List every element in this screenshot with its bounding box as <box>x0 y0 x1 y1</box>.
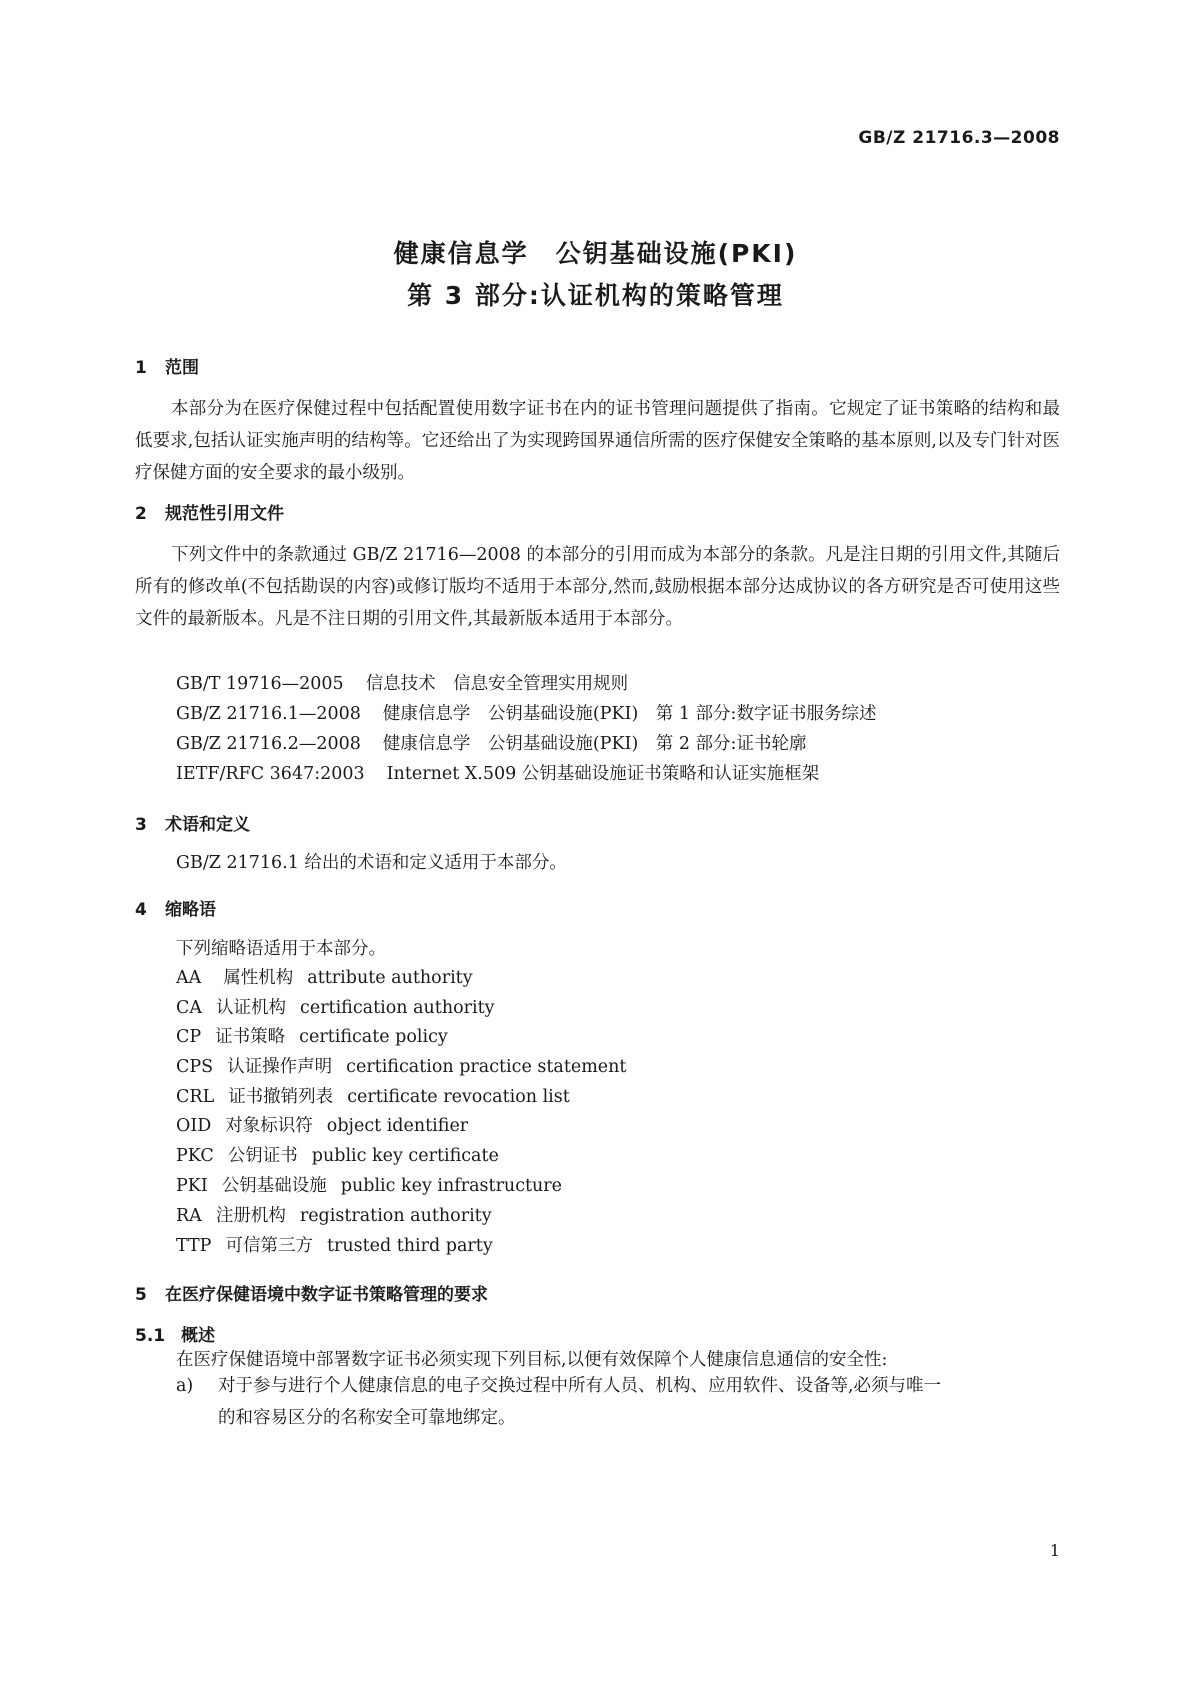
abbreviation: TTP <box>176 1236 212 1256</box>
list-item-text: 对于参与进行个人健康信息的电子交换过程中所有人员、机构、应用软件、设备等,必须与唯一 <box>218 1376 942 1396</box>
abbreviation-en: public key certificate <box>311 1146 499 1166</box>
abbreviation-en: certificate policy <box>299 1027 448 1047</box>
reference-code: IETF/RFC 3647:2003 <box>176 764 365 784</box>
section-number: 5.1 <box>135 1326 166 1346</box>
abbreviation-item <box>176 1083 570 1108</box>
reference-title: 信息技术 信息安全管理实用规则 <box>365 674 629 694</box>
abbreviation-en: certification practice statement <box>346 1057 627 1077</box>
abbreviation-item <box>176 1142 499 1167</box>
abbreviation: CPS <box>176 1057 214 1077</box>
document-title-line1: 健康信息学 公钥基础设施(PKI) <box>393 239 798 268</box>
reference-code: GB/Z 21716.2—2008 <box>176 734 361 754</box>
standard-code: GB/Z 21716.3—2008 <box>858 128 1060 148</box>
abbreviation-item <box>176 964 473 989</box>
abbreviation-zh: 属性机构 <box>223 968 294 988</box>
abbreviation: CA <box>176 998 203 1018</box>
reference-title: 健康信息学 公钥基础设施(PKI) 第 1 部分:数字证书服务综述 <box>382 704 877 724</box>
section-heading-normative-references <box>135 499 284 524</box>
paragraph-abbreviations-intro: 下列缩略语适用于本部分。 <box>176 939 386 959</box>
abbreviation-item <box>176 1172 562 1197</box>
reference-item <box>176 700 876 725</box>
abbreviation-item <box>176 1232 493 1257</box>
paragraph-terms: GB/Z 21716.1 给出的术语和定义适用于本部分。 <box>176 853 567 873</box>
abbreviation-en: trusted third party <box>326 1236 493 1256</box>
abbreviation-zh: 证书撤销列表 <box>228 1087 334 1107</box>
document-title-line2: 第 3 部分:认证机构的策略管理 <box>407 281 784 310</box>
section-heading-abbreviations <box>135 895 216 920</box>
paragraph-scope: 本部分为在医疗保健过程中包括配置使用数字证书在内的证书管理问题提供了指南。它规定了证书策略的结构和最低要求,包括认证实施声明的结构等。它还给出了为实现跨国界通信所需的医疗保健安全策略的基本原则,以及专门针对医疗保健方面的安全要求的最小级别。 <box>135 399 1060 483</box>
section-heading-requirements <box>135 1280 488 1305</box>
page-number: 1 <box>1049 1541 1060 1560</box>
section-title: 缩略语 <box>165 900 216 920</box>
abbreviation-zh: 公钥基础设施 <box>221 1176 327 1196</box>
section-title: 规范性引用文件 <box>165 504 284 524</box>
abbreviation: RA <box>176 1206 202 1226</box>
list-marker: a) <box>176 1376 194 1396</box>
section-heading-terms <box>135 810 250 835</box>
section-number: 3 <box>135 815 147 835</box>
abbreviation: AA <box>176 968 202 988</box>
abbreviation-zh: 对象标识符 <box>225 1116 313 1136</box>
abbreviation-zh: 认证操作声明 <box>227 1057 333 1077</box>
reference-code: GB/T 19716—2005 <box>176 674 344 694</box>
abbreviation-zh: 认证机构 <box>216 998 287 1018</box>
abbreviation: PKI <box>176 1176 208 1196</box>
abbreviation-zh: 注册机构 <box>215 1206 286 1226</box>
section-title: 术语和定义 <box>165 815 250 835</box>
section-title: 概述 <box>181 1326 215 1346</box>
abbreviation-item <box>176 1023 448 1048</box>
reference-code: GB/Z 21716.1—2008 <box>176 704 361 724</box>
section-number: 5 <box>135 1285 147 1305</box>
abbreviation-item <box>176 1202 492 1227</box>
reference-title: 健康信息学 公钥基础设施(PKI) 第 2 部分:证书轮廓 <box>382 734 807 754</box>
subsection-heading-overview <box>135 1321 215 1346</box>
abbreviation: CRL <box>176 1087 215 1107</box>
abbreviation-zh: 公钥证书 <box>227 1146 298 1166</box>
section-title: 在医疗保健语境中数字证书策略管理的要求 <box>165 1285 488 1305</box>
reference-title: Internet X.509 公钥基础设施证书策略和认证实施框架 <box>386 764 820 784</box>
abbreviation-en: registration authority <box>299 1206 492 1226</box>
paragraph-overview: 在医疗保健语境中部署数字证书必须实现下列目标,以便有效保障个人健康信息通信的安全性: <box>176 1350 888 1370</box>
abbreviation-item <box>176 994 495 1019</box>
abbreviation-item <box>176 1112 468 1137</box>
paragraph-normative-references: 下列文件中的条款通过 GB/Z 21716—2008 的本部分的引用而成为本部分的条款。凡是注日期的引用文件,其随后所有的修改单(不包括勘误的内容)或修订版均不适用于本部分,然而,鼓励根据本部分达成协议的各方研究是否可使用这些文件的最新版本。凡是不注日期的引用文件,其最新版本适用于本部分。 <box>135 545 1060 629</box>
section-heading-scope <box>135 353 199 378</box>
abbreviation-en: certificate revocation list <box>347 1087 570 1107</box>
abbreviation-en: attribute authority <box>307 968 473 988</box>
abbreviation: CP <box>176 1027 202 1047</box>
reference-item <box>176 730 806 755</box>
reference-item <box>176 760 819 785</box>
abbreviation-zh: 可信第三方 <box>225 1236 313 1256</box>
abbreviation-item <box>176 1053 626 1078</box>
abbreviation-en: certification authority <box>300 998 495 1018</box>
section-number: 2 <box>135 504 147 524</box>
abbreviation-zh: 证书策略 <box>215 1027 286 1047</box>
list-item <box>176 1370 1060 1434</box>
reference-item <box>176 670 628 695</box>
section-number: 1 <box>135 358 147 378</box>
abbreviation-en: object identifier <box>326 1116 469 1136</box>
abbreviation: PKC <box>176 1146 214 1166</box>
abbreviation-en: public key infrastructure <box>340 1176 563 1196</box>
section-number: 4 <box>135 900 147 920</box>
abbreviation: OID <box>176 1116 212 1136</box>
list-item-text-continued: 的和容易区分的名称安全可靠地绑定。 <box>218 1408 516 1428</box>
section-title: 范围 <box>165 358 199 378</box>
